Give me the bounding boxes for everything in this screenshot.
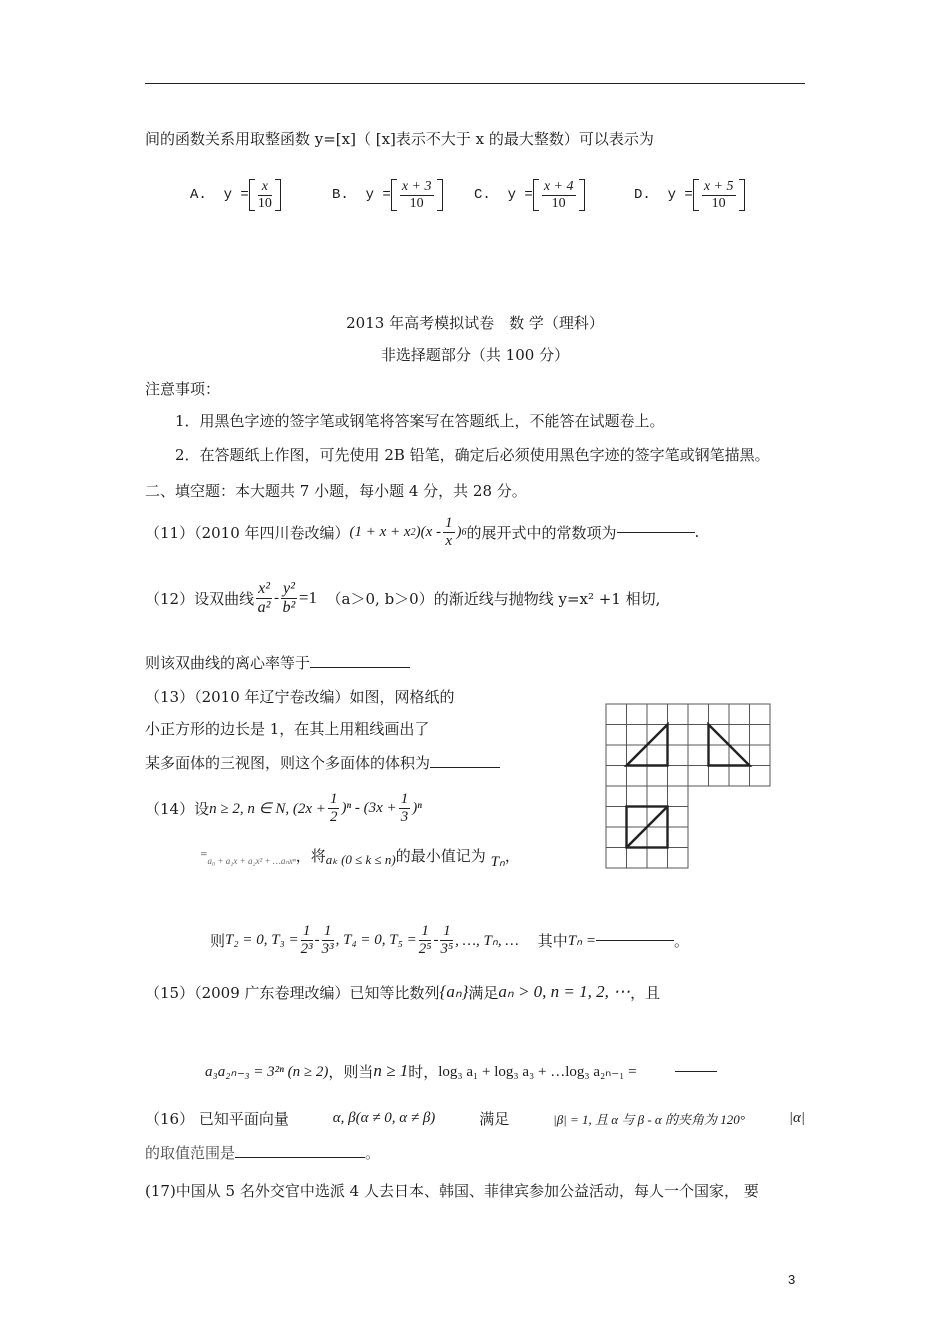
- q11-frac-num: 1: [445, 515, 453, 531]
- q15-answer-blank[interactable]: [675, 1071, 717, 1072]
- q15-cond: aₙ > 0, n = 1, 2, ⋯: [498, 982, 631, 1001]
- q14-l3-f3-den: 2⁵: [418, 940, 432, 957]
- q14-l3-f3-num: 1: [419, 923, 432, 941]
- q14-l3-f1-den: 2³: [300, 940, 313, 957]
- notice-1: 1．用黑色字迹的签字笔或钢笔将答案写在答题纸上，不能答在试题卷上。: [175, 412, 665, 430]
- option-y: y =: [667, 187, 693, 203]
- q14-comma: ，: [504, 846, 520, 865]
- option-y: y =: [507, 187, 533, 203]
- q15-mid: 满足: [468, 983, 499, 1002]
- option-den: 10: [711, 195, 726, 211]
- q14-l3-f2-num: 1: [322, 923, 334, 941]
- q14-f2-num: 1: [400, 791, 409, 807]
- q14-l3-c: , T₄ = 0, T₅ =: [335, 931, 417, 948]
- q15-prefix: （15）（2009 广东卷理改编）已知等比数列: [145, 983, 440, 1002]
- q14-l3-f4-num: 1: [440, 923, 453, 941]
- q15-seq: {aₙ}: [439, 982, 469, 1001]
- q14-answer-blank[interactable]: [596, 940, 674, 941]
- q15-l2-d: 时，: [408, 1062, 439, 1081]
- q14-f2-den: 3: [400, 808, 409, 825]
- q14-cond: n ≥ 2, n ∈ N, (2x +: [209, 800, 326, 817]
- page-number: 3: [788, 1272, 796, 1287]
- option-den: 10: [551, 195, 566, 211]
- q11-expr-c: ): [456, 523, 462, 540]
- notice-title: 注意事项：: [145, 380, 221, 398]
- q11-suffix: 的展开式中的常数项为: [466, 523, 617, 542]
- q11-answer-blank[interactable]: [617, 532, 695, 533]
- q14-mid: )ⁿ - (3x +: [341, 799, 397, 816]
- q15-l2-a: a₃a₂ₙ₋₃ = 3²ⁿ (n ≥ 2): [205, 1063, 329, 1080]
- q11-prefix: （11）（2010 年四川卷改编）: [145, 523, 350, 542]
- exam-title: 2013 年高考模拟试卷 数 学（理科）: [346, 314, 604, 332]
- q14-l3-e: 其中: [537, 931, 568, 950]
- q15-l2-e: log₃ a₁ + log₃ a₃ + …log₃ a₂ₙ₋₁ =: [438, 1063, 637, 1080]
- option-label: A.: [190, 187, 207, 203]
- q14-poly-small: a₀ + a₁x + a₂x² + …aₙxⁿ: [207, 855, 296, 866]
- floor-bracket: [533, 179, 585, 211]
- option-num: x + 4: [543, 179, 574, 195]
- option-den: 10: [257, 195, 272, 211]
- q14-end: )ⁿ: [412, 799, 422, 816]
- q14-f1-num: 1: [329, 791, 338, 807]
- q15-l2-c: n ≥ 1: [373, 1061, 409, 1080]
- q13-line3: [145, 752, 500, 773]
- q14-l3-f2-den: 3³: [321, 940, 334, 957]
- option-b: [332, 170, 443, 220]
- option-y: y =: [365, 187, 391, 203]
- option-c: [474, 170, 585, 220]
- exam-subtitle: 非选择题部分（共 100 分）: [380, 346, 570, 364]
- q14-l3-b: T₂ = 0, T₃ =: [225, 931, 299, 948]
- q12-prefix: （12）设双曲线: [145, 589, 255, 608]
- q15-line1: [145, 975, 660, 1009]
- q14-line3: 则 T₂ = 0, T₃ = $\frac{1}{\text{2³}}$ - $\frac{1}{\text{3³}}$ , T₄ = 0, T₅ = $\frac{1}{\text{2⁵}}$ - $\frac{1}{\text{3⁵}}$ , …, Tₙ, … 其中 Tₙ = 。: [210, 923, 689, 957]
- q13-line1: （13）（2010 年辽宁卷改编）如图，网格纸的: [145, 688, 455, 706]
- option-label: B.: [332, 187, 349, 203]
- q12-line2-text: 则该双曲线的离心率等于: [145, 654, 311, 672]
- three-view-grid-figure: [605, 703, 773, 871]
- q12-f1-den: a²: [257, 598, 271, 616]
- q16-l1-d: |β| = 1, 且 α 与 β - α 的夹角为 120°: [553, 1111, 745, 1127]
- q14-tn: Tₙ: [490, 853, 505, 870]
- floor-bracket: [249, 179, 281, 211]
- q12-f2-den: b²: [282, 598, 296, 616]
- q17-line1: (17)中国从 5 名外交官中选派 4 人去日本、韩国、菲律宾参加公益活动，每人一个国家， 要: [145, 1182, 759, 1200]
- q12-eq: =1: [298, 588, 317, 607]
- option-label: C.: [474, 187, 491, 203]
- q12-cond: （a＞0, b＞0）的渐近线与抛物线 y=x² +1 相切,: [326, 589, 661, 608]
- q12-f1-num: x²: [258, 579, 270, 597]
- q14-line2: [200, 840, 520, 870]
- q14-l3-f4-den: 3⁵: [440, 940, 454, 957]
- q16-l1-c: 满足: [479, 1109, 510, 1128]
- q16-line1: [145, 1104, 805, 1132]
- q11-frac-den: x: [445, 532, 453, 549]
- q14-l3-f1-num: 1: [301, 923, 313, 941]
- floor-bracket: [693, 179, 745, 211]
- q11-exp-2: 2: [410, 526, 416, 538]
- q12-line2: [145, 652, 410, 673]
- q14-l3-a: 则: [210, 931, 226, 950]
- q15-line2: [205, 1056, 717, 1086]
- question-11: [145, 510, 699, 554]
- q15-l2-b: ，则当: [328, 1062, 374, 1081]
- option-a: [190, 170, 281, 220]
- q14-l3-d: , …, Tₙ, …: [455, 932, 519, 949]
- q14-line1: [145, 786, 422, 830]
- q14-eq-small: =: [200, 850, 208, 860]
- intro-line: 间的函数关系用取整函数 y=[x]（ [x]表示不大于 x 的最大整数）可以表示为: [145, 130, 654, 148]
- q14-ak: aₖ (0 ≤ k ≤ n): [325, 852, 396, 867]
- q12-minus: -: [274, 589, 279, 606]
- option-num: x + 3: [401, 179, 432, 195]
- q16-answer-blank[interactable]: [235, 1157, 365, 1158]
- q11-expr-a: (1 + x + x: [349, 523, 411, 540]
- q14-l3-end: 。: [673, 931, 689, 950]
- q16-line2: [145, 1142, 380, 1163]
- q14-f1-den: 2: [329, 808, 338, 825]
- floor-bracket: [391, 179, 443, 211]
- q16-l2-end: 。: [365, 1144, 381, 1162]
- q11-expr-b: )(x -: [415, 523, 441, 540]
- q11-exp-6: 6: [461, 526, 467, 538]
- header-rule: [145, 83, 805, 84]
- option-label: D.: [634, 187, 651, 203]
- q16-l2-text: 的取值范围是: [145, 1144, 236, 1162]
- option-num: x + 5: [703, 179, 734, 195]
- q13-line3-text: 某多面体的三视图，则这个多面体的体积为: [145, 754, 431, 772]
- section-heading: 二、填空题：本大题共 7 小题，每小题 4 分，共 28 分。: [145, 482, 527, 500]
- notice-2: 2．在答题纸上作图，可先使用 2B 铅笔，确定后必须使用黑色字迹的签字笔或钢笔描黑。: [175, 446, 770, 464]
- option-d: [634, 170, 745, 220]
- q14-min: 的最小值记为: [395, 846, 486, 865]
- q16-l1-a: （16） 已知平面向量: [145, 1109, 289, 1128]
- q12-answer-blank[interactable]: [310, 667, 410, 668]
- question-12: [145, 576, 660, 620]
- q13-line2: 小正方形的边长是 1，在其上用粗线画出了: [145, 720, 430, 738]
- q15-end: ，且: [630, 983, 661, 1002]
- q12-f2-num: y²: [283, 579, 295, 597]
- q11-end: .: [694, 523, 700, 541]
- q14-l3-f: Tₙ =: [567, 932, 596, 949]
- option-num: x: [258, 179, 272, 195]
- q14-prefix: （14）设: [145, 799, 210, 818]
- option-y: y =: [223, 187, 249, 203]
- q13-answer-blank[interactable]: [430, 767, 500, 768]
- option-den: 10: [409, 195, 424, 211]
- q14-mid2: ，将: [295, 846, 326, 865]
- q16-l1-e: |α|: [788, 1109, 805, 1126]
- q16-l1-b: α, β(α ≠ 0, α ≠ β): [332, 1109, 436, 1126]
